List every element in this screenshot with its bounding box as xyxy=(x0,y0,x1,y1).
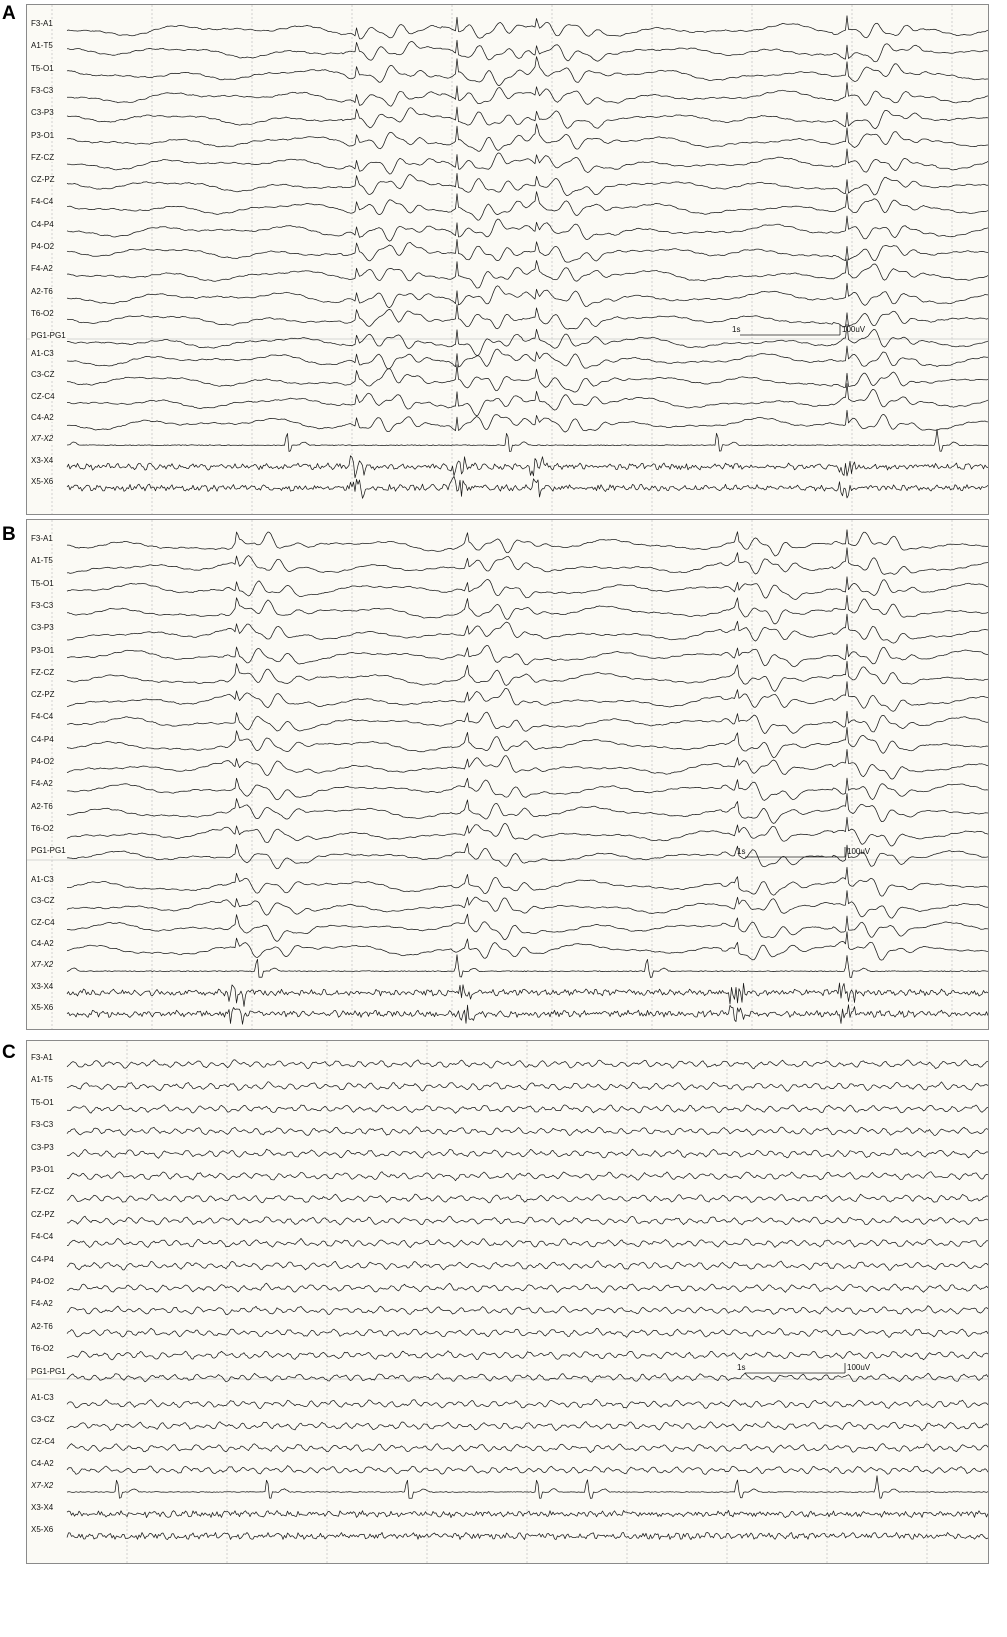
eeg-traces-c xyxy=(27,1041,989,1564)
eeg-trace-a2-t6 xyxy=(67,1328,988,1337)
channel-label: F4-A2 xyxy=(31,779,53,789)
channel-label: FZ-CZ xyxy=(31,152,55,162)
eeg-trace-cz-c4 xyxy=(67,384,988,416)
channel-label: P4-O2 xyxy=(31,242,55,251)
panel-letter-b: B xyxy=(2,524,16,545)
eeg-trace-f4-a2 xyxy=(67,259,988,288)
channel-label: FZ-CZ xyxy=(31,667,55,677)
channel-label: F4-A2 xyxy=(31,264,53,274)
eeg-trace-x5-x6 xyxy=(67,476,988,498)
channel-label: F3-C3 xyxy=(31,85,54,95)
eeg-trace-fz-cz xyxy=(67,149,988,174)
channel-label: A2-T6 xyxy=(31,1321,53,1331)
eeg-trace-x3-x4 xyxy=(67,1510,988,1517)
calibration-time-label: 1s xyxy=(732,325,741,334)
channel-label: A1-C3 xyxy=(31,875,54,884)
channel-label: F3-A1 xyxy=(31,1053,53,1062)
calibration-time-label: 1s xyxy=(737,1363,746,1372)
channel-label: CZ-PZ xyxy=(31,1209,55,1219)
channel-label: C3-CZ xyxy=(31,370,55,380)
channel-label: T5-O1 xyxy=(31,63,54,73)
channel-label: PG1-PG1 xyxy=(31,1366,66,1376)
eeg-trace-cz-pz xyxy=(67,1216,988,1225)
eeg-trace-p3-o1 xyxy=(67,644,988,667)
channel-label: A1-T5 xyxy=(31,556,53,566)
channel-label: PG1-PG1 xyxy=(31,331,66,341)
eeg-trace-p4-o2 xyxy=(67,749,988,779)
channel-label: C4-A2 xyxy=(31,412,54,422)
channel-label: F3-A1 xyxy=(31,19,53,28)
channel-label: C3-P3 xyxy=(31,623,54,633)
channel-label: F4-C4 xyxy=(31,197,54,207)
channel-label: P3-O1 xyxy=(31,1165,55,1174)
channel-label: C4-P4 xyxy=(31,219,54,229)
eeg-trace-a1-t5 xyxy=(67,548,988,575)
eeg-trace-x3-x4 xyxy=(67,456,988,478)
channel-label: P3-O1 xyxy=(31,645,55,655)
channel-label: CZ-C4 xyxy=(31,1437,55,1446)
eeg-trace-f4-a2 xyxy=(67,778,988,800)
eeg-trace-a1-c3 xyxy=(67,346,988,369)
channel-label: X7-X2 xyxy=(31,960,54,970)
panel-letter-c: C xyxy=(2,1042,16,1063)
eeg-trace-c3-cz xyxy=(67,365,988,392)
panel-letter-a: A xyxy=(2,3,16,24)
eeg-trace-f4-c4 xyxy=(67,192,988,221)
calibration-amplitude-label: 100uV xyxy=(847,1363,871,1372)
eeg-trace-c4-p4 xyxy=(67,216,988,241)
eeg-trace-a1-t5 xyxy=(67,40,988,62)
eeg-trace-fz-cz xyxy=(67,1194,988,1203)
eeg-trace-c4-a2 xyxy=(67,1466,988,1475)
eeg-trace-f3-c3 xyxy=(67,1127,988,1136)
channel-label: P4-O2 xyxy=(31,1277,55,1286)
eeg-trace-f4-c4 xyxy=(67,1238,988,1247)
eeg-trace-p3-o1 xyxy=(67,124,988,152)
channel-label: P3-O1 xyxy=(31,130,55,140)
channel-label: CZ-PZ xyxy=(31,175,55,185)
eeg-trace-c3-p3 xyxy=(67,1149,988,1158)
eeg-trace-a2-t6 xyxy=(67,794,988,824)
channel-label: PG1-PG1 xyxy=(31,846,66,856)
eeg-trace-p3-o1 xyxy=(67,1172,988,1181)
eeg-trace-f3-a1 xyxy=(67,1060,988,1069)
eeg-trace-p4-o2 xyxy=(67,1283,988,1292)
eeg-traces-a xyxy=(27,5,989,515)
channel-label: F4-C4 xyxy=(31,712,54,722)
eeg-trace-a2-t6 xyxy=(67,283,988,308)
eeg-trace-x7-x2 xyxy=(67,955,988,978)
eeg-trace-c3-cz xyxy=(67,1422,988,1431)
eeg-traces-b xyxy=(27,520,989,1030)
channel-label: F4-A2 xyxy=(31,1299,53,1309)
eeg-trace-x7-x2 xyxy=(67,429,988,451)
channel-label: X7-X2 xyxy=(31,1481,54,1490)
channel-label: X7-X2 xyxy=(31,434,54,444)
eeg-trace-x5-x6 xyxy=(67,1532,988,1539)
channel-label: X3-X4 xyxy=(31,455,54,465)
channel-label: A1-T5 xyxy=(31,1075,53,1085)
channel-label: X5-X6 xyxy=(31,1002,54,1012)
eeg-trace-cz-pz xyxy=(67,682,988,712)
channel-label: C3-P3 xyxy=(31,108,54,118)
eeg-trace-x3-x4 xyxy=(67,983,988,1006)
channel-label: CZ-C4 xyxy=(31,391,55,401)
channel-label: C3-P3 xyxy=(31,1142,54,1152)
channel-label: CZ-PZ xyxy=(31,690,55,700)
eeg-trace-cz-c4 xyxy=(67,914,988,941)
eeg-trace-a1-c3 xyxy=(67,1399,988,1408)
channel-label: A2-T6 xyxy=(31,286,53,296)
channel-label: T5-O1 xyxy=(31,1097,54,1107)
channel-label: F3-C3 xyxy=(31,1120,54,1130)
eeg-trace-c3-p3 xyxy=(67,614,988,643)
eeg-trace-c4-p4 xyxy=(67,1261,988,1270)
eeg-trace-f4-a2 xyxy=(67,1306,988,1315)
channel-label: T6-O2 xyxy=(31,823,54,833)
eeg-trace-cz-c4 xyxy=(67,1444,988,1453)
eeg-trace-f3-a1 xyxy=(67,530,988,556)
channel-label: X5-X6 xyxy=(31,476,54,486)
channel-label: C4-A2 xyxy=(31,1459,54,1468)
channel-label: A1-C3 xyxy=(31,349,54,358)
eeg-trace-t6-o2 xyxy=(67,817,988,846)
eeg-trace-a1-c3 xyxy=(67,867,988,896)
channel-label: C4-A2 xyxy=(31,938,54,948)
eeg-trace-f4-c4 xyxy=(67,711,988,733)
channel-label: C3-CZ xyxy=(31,896,55,906)
eeg-trace-f3-c3 xyxy=(67,83,988,107)
eeg-panel-a xyxy=(26,4,989,515)
eeg-trace-t5-o1 xyxy=(67,57,988,86)
channel-label: A1-T5 xyxy=(31,41,53,51)
channel-label: C4-P4 xyxy=(31,1254,54,1264)
eeg-trace-x5-x6 xyxy=(67,1005,988,1024)
eeg-trace-cz-pz xyxy=(67,173,988,195)
eeg-trace-t5-o1 xyxy=(67,577,988,600)
eeg-trace-pg1-pg1 xyxy=(67,1373,988,1382)
calibration-amplitude-label: 100uV xyxy=(842,325,866,334)
channel-label: X5-X6 xyxy=(31,1525,54,1534)
calibration-time-label: 1s xyxy=(737,847,746,856)
channel-label: C4-P4 xyxy=(31,734,54,744)
eeg-panel-b xyxy=(26,519,989,1030)
eeg-trace-x7-x2 xyxy=(67,1476,988,1499)
channel-label: A2-T6 xyxy=(31,801,53,811)
channel-label: T5-O1 xyxy=(31,578,54,588)
eeg-trace-t5-o1 xyxy=(67,1105,988,1114)
eeg-trace-a1-t5 xyxy=(67,1082,988,1092)
channel-label: C3-CZ xyxy=(31,1415,55,1424)
eeg-trace-c4-a2 xyxy=(67,932,988,960)
eeg-trace-p4-o2 xyxy=(67,239,988,262)
eeg-trace-c3-cz xyxy=(67,891,988,919)
eeg-trace-t6-o2 xyxy=(67,1351,988,1360)
eeg-trace-fz-cz xyxy=(67,661,988,691)
eeg-trace-f3-c3 xyxy=(67,595,988,624)
channel-label: T6-O2 xyxy=(31,308,54,318)
eeg-panel-c xyxy=(26,1040,989,1564)
channel-label: A1-C3 xyxy=(31,1393,54,1402)
eeg-trace-f3-a1 xyxy=(67,16,988,39)
channel-label: F3-A1 xyxy=(31,534,53,543)
eeg-trace-c4-p4 xyxy=(67,727,988,757)
channel-label: X3-X4 xyxy=(31,1503,54,1512)
channel-label: CZ-C4 xyxy=(31,917,55,927)
channel-label: F3-C3 xyxy=(31,600,54,610)
channel-label: F4-C4 xyxy=(31,1232,54,1242)
channel-label: FZ-CZ xyxy=(31,1187,55,1197)
channel-label: X3-X4 xyxy=(31,981,54,991)
channel-label: P4-O2 xyxy=(31,757,55,766)
channel-label: T6-O2 xyxy=(31,1344,54,1354)
calibration-amplitude-label: 100uV xyxy=(847,847,871,856)
eeg-trace-c4-a2 xyxy=(67,410,988,432)
eeg-trace-c3-p3 xyxy=(67,107,988,129)
